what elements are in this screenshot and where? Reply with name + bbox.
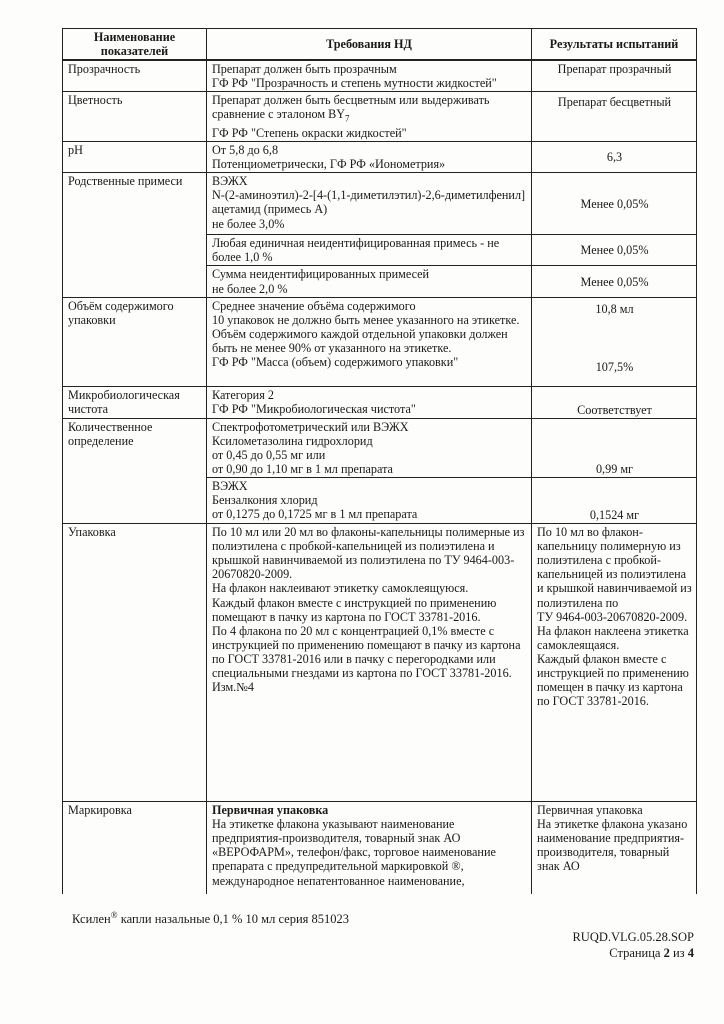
row-micro-name: Микробиологическая чистота	[63, 386, 207, 418]
row-packaging-result: По 10 мл во флакон-капельницу полимерную из полиэтилена с пробкой-капельницей из полиэтилена и крышкой навинчиваемой из полиэтилена по ТУ 9464-003-20670820-2009. На флакон наклеена этикетка самоклеящаяся. Каждый флакон вместе с инструкцией по применению помещен в пачку из картона по ГОСТ 33781-2016.	[532, 524, 697, 802]
row-volume-req: Среднее значение объёма содержимого 10 упаковок не должно быть менее указанного на этикетке. Объём содержимого каждой отдельной упаковки должен быть не менее 90% от указанного на этикетке. ГФ РФ "Масса (объем) содержимого упаковки"	[207, 297, 532, 386]
row-transparency-req: Препарат должен быть прозрачным ГФ РФ "Прозрачность и степень мутности жидкостей"	[207, 60, 532, 92]
row-volume-result	[532, 297, 697, 386]
row-marking-req-title: Первичная упаковка	[212, 803, 329, 818]
row-impurities-result-a: Менее 0,05%	[532, 173, 697, 235]
table-row	[63, 297, 697, 386]
row-volume-name: Объём содержимого упаковки	[63, 297, 207, 386]
row-micro-result: Соответствует	[532, 386, 697, 418]
row-quant-req-a: Спектрофотометрический или ВЭЖХ Ксилометазолина гидрохлорид от 0,45 до 0,55 мг или от 0,90 до 1,10 мг в 1 мл препарата	[207, 418, 532, 477]
footer-product-name: Ксилен	[72, 912, 111, 927]
footer-page-number: Страница 2 из 4	[609, 946, 694, 960]
table-row	[63, 524, 697, 802]
specification-table	[62, 28, 697, 894]
row-micro-req: Категория 2 ГФ РФ "Микробиологическая чистота"	[207, 386, 532, 418]
row-ph-req: От 5,8 до 6,8 Потенциометрически, ГФ РФ «Ионометрия»	[207, 142, 532, 173]
row-ph-result: 6,3	[532, 142, 697, 173]
row-color-req	[207, 92, 532, 142]
footer-product-line	[72, 910, 349, 927]
footer-product-mark: ®	[110, 910, 118, 920]
row-color-result: Препарат бесцветный	[532, 92, 697, 142]
row-color-req-line2: сравнение с эталоном $BY_7$	[212, 107, 350, 124]
row-impurities-req-b: Любая единичная неидентифицированная примесь - не более 1,0 %	[207, 235, 532, 266]
row-quant-result-b: 0,1524 мг	[532, 478, 697, 524]
row-volume-result-1: 10,8 мл	[595, 301, 634, 316]
row-color-req-line3: ГФ РФ "Степень окраски жидкостей"	[212, 126, 407, 140]
row-quant-name: Количественное определение	[63, 418, 207, 523]
row-color-req-sub: 7	[345, 113, 350, 124]
table-row	[63, 386, 697, 418]
row-ph-name: pH	[63, 142, 207, 173]
row-quant-req-b: ВЭЖХ Бензалкония хлорид от 0,1275 до 0,1725 мг в 1 мл препарата	[207, 478, 532, 524]
footer-page-total: 4	[687, 946, 694, 960]
row-transparency-result: Препарат прозрачный	[532, 60, 697, 92]
row-packaging-req: По 10 мл или 20 мл во флаконы-капельницы полимерные из полиэтилена с пробкой-капельницей из полиэтилена и крышкой навинчиваемой из полиэтилена по ТУ 9464-003-20670820-2009. На флакон наклеивают этикетку самоклеящуюся. Каждый флакон вместе с инструкцией по применению помещают в пачку из картона по ГОСТ 33781-2016. По 4 флакона по 20 мл с концентрацией 0,1% вместе с инструкцией по применению помещают в пачку из картона по ГОСТ 33781-2016 или в пачку с перегородками или специальными гнездами из картона по ГОСТ 33781-2016. Изм.№4	[207, 524, 532, 802]
footer-document-code: RUQD.VLG.05.28.SOP	[572, 930, 694, 944]
row-impurities-req-a: ВЭЖХ N-(2-аминоэтил)-2-[4-(1,1-диметилэтил)-2,6-диметилфенил] ацетамид (примесь А) не более 3,0%	[207, 173, 532, 235]
row-color-req-line1: Препарат должен быть бесцветным или выдерживать	[212, 93, 490, 108]
table-row	[63, 802, 697, 894]
row-marking-name: Маркировка	[63, 802, 207, 894]
footer-page-current: 2	[663, 946, 670, 960]
row-marking-req-text: На этикетке флакона указывают наименование предприятия-производителя, товарный знак АО «ВЕРОФАРМ», телефон/факс, торговое наименование препарата с предупредительной маркировкой ®, международное непатентованное наименование,	[212, 817, 496, 888]
row-quant-result-a: 0,99 мг	[532, 418, 697, 477]
row-impurities-req-c: Сумма неидентифицированных примесей не более 2,0 %	[207, 266, 532, 297]
row-color-name: Цветность	[63, 92, 207, 142]
header-results: Результаты испытаний	[532, 29, 697, 61]
table-row	[63, 92, 697, 142]
row-impurities-result-b: Менее 0,05%	[532, 235, 697, 266]
row-impurities-name: Родственные примеси	[63, 173, 207, 297]
row-volume-result-2: 107,5%	[595, 359, 634, 374]
row-marking-req	[207, 802, 532, 894]
row-transparency-name: Прозрачность	[63, 60, 207, 92]
table-row	[63, 142, 697, 173]
table-row	[63, 60, 697, 92]
row-marking-result: Первичная упаковка На этикетке флакона указано наименование предприятия-производителя, товарный знак АО	[532, 802, 697, 894]
header-requirements: Требования НД	[207, 29, 532, 61]
row-packaging-name: Упаковка	[63, 524, 207, 802]
table-header-row	[63, 29, 697, 61]
table-row	[63, 418, 697, 477]
row-impurities-result-c: Менее 0,05%	[532, 266, 697, 297]
header-indicator: Наименование показателей	[63, 29, 207, 61]
table-row	[63, 173, 697, 235]
footer-product-rest: капли назальные 0,1 % 10 мл серия 851023	[117, 912, 350, 927]
